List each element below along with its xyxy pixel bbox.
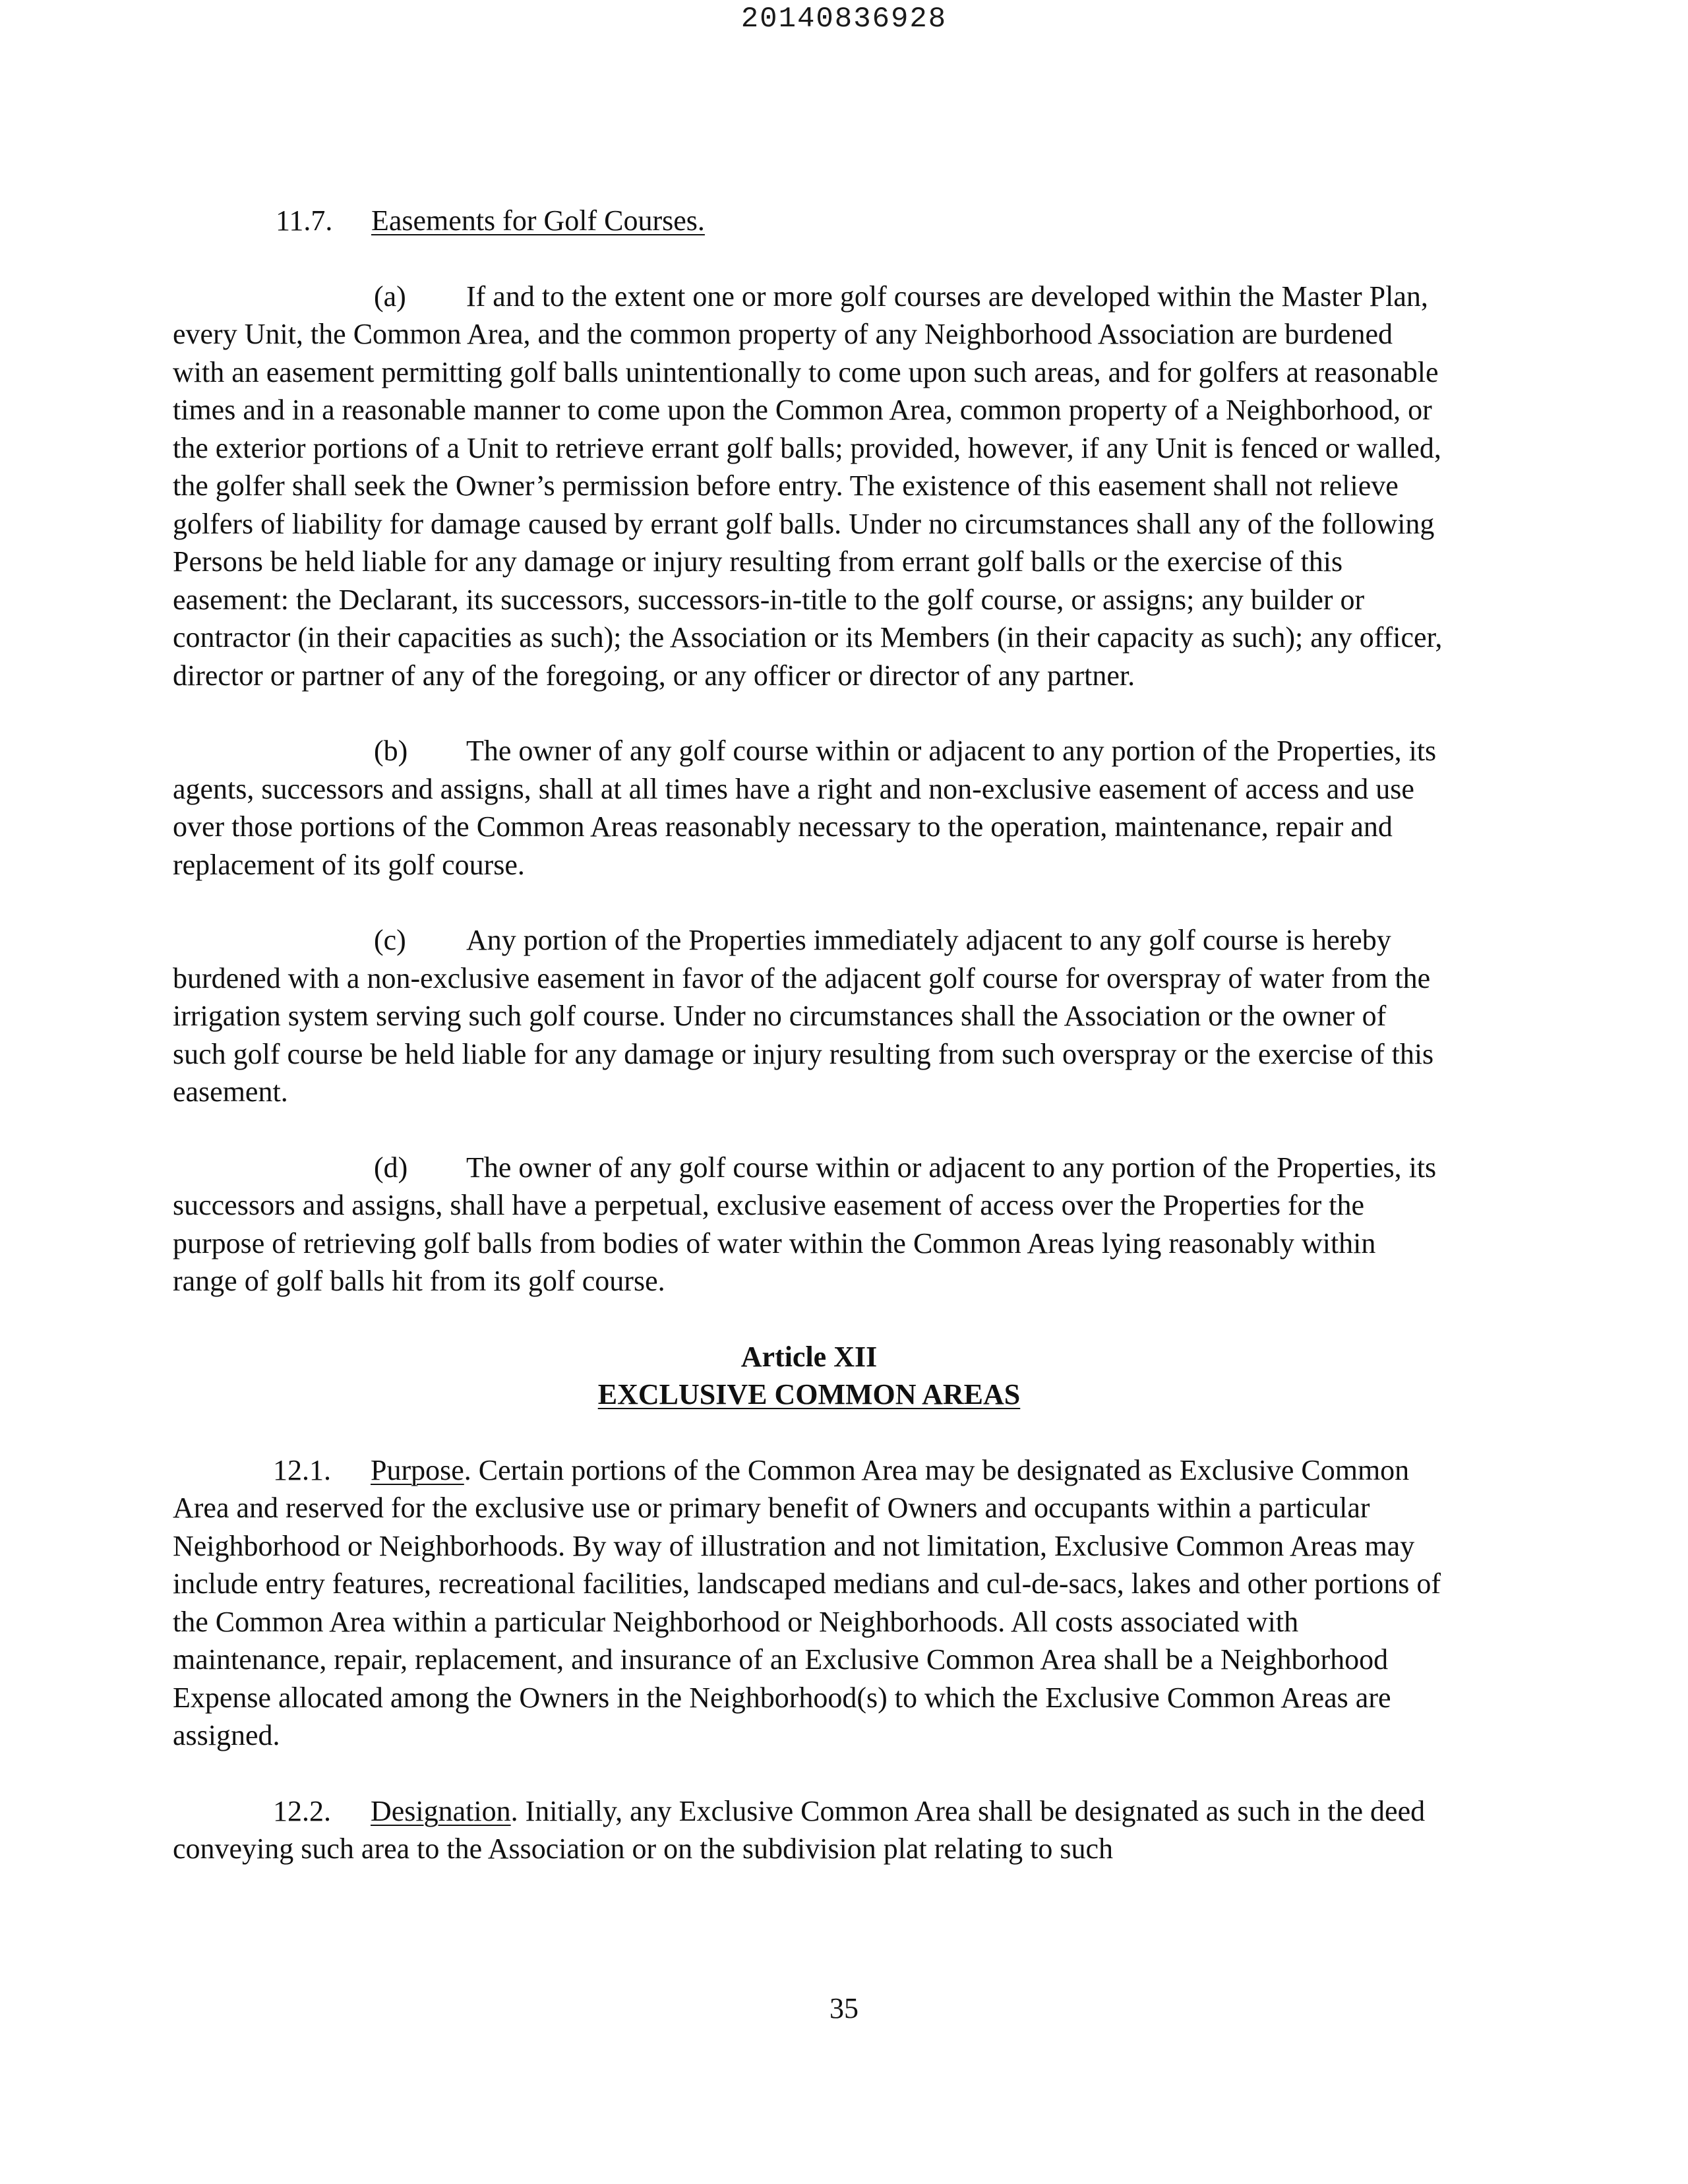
section-12-1-number: 12.1. [273, 1453, 331, 1486]
paragraph-b-text: The owner of any golf course within or adjacent to any portion of the Properties, its agents, successors and assigns, shall at all times have a right and non-exclusive easement of access and use over those portions of the Common Areas reasonably necessary to the operation, maintenance, repair and replacement of its golf course. [173, 735, 1437, 881]
document-number: 20140836928 [740, 3, 948, 36]
paragraph-a [173, 278, 1445, 695]
paragraph-d-text: The owner of any golf course within or adjacent to any portion of the Properties, its successors and assigns, shall have a perpetual, exclusive easement of access over the Properties for the purpose of retrieving golf balls from bodies of water within the Common Areas lying reasonably within range of golf balls hit from its golf course. [173, 1151, 1437, 1297]
section-12-1 [173, 1451, 1445, 1755]
article-number: Article XII [740, 1340, 878, 1373]
section-12-1-heading: Purpose [371, 1453, 464, 1486]
paragraph-d [173, 1149, 1445, 1300]
paragraph-c [173, 921, 1445, 1111]
section-12-2-heading: Designation [371, 1794, 511, 1827]
section-number: 11.7. [276, 204, 333, 237]
paragraph-b-label: (b) [374, 735, 408, 767]
article-heading [173, 1338, 1445, 1414]
page-number: 35 [829, 1992, 859, 2024]
paragraph-d-label: (d) [374, 1151, 408, 1184]
section-11-7-heading [173, 202, 1445, 240]
document-body [173, 202, 1445, 1906]
article-title: EXCLUSIVE COMMON AREAS [597, 1378, 1021, 1410]
section-12-2 [173, 1792, 1445, 1868]
paragraph-c-text: Any portion of the Properties immediately adjacent to any golf course is hereby burdened with a non-exclusive easement in favor of the adjacent golf course for overspray of water from the irrigation system serving such golf course. Under no circumstances shall the Association or the owner of such golf course be held liable for any damage or injury resulting from such overspray or the exercise of this easement. [173, 924, 1434, 1108]
section-title: Easements for Golf Courses. [371, 204, 705, 237]
paragraph-b [173, 732, 1445, 884]
section-12-1-text: . Certain portions of the Common Area may be designated as Exclusive Common Area and reserved for the exclusive use or primary benefit of Owners and occupants within a particular Neighborhood or Neighborhoods. By way of illustration and not limitation, Exclusive Common Areas may include entry features, recreational facilities, landscaped medians and cul-de-sacs, lakes and other portions of the Common Area within a particular Neighborhood or Neighborhoods. All costs associated with maintenance, repair, replacement, and insurance of an Exclusive Common Area shall be a Neighborhood Expense allocated among the Owners in the Neighborhood(s) to which the Exclusive Common Areas are assigned. [173, 1453, 1441, 1751]
paragraph-a-text: If and to the extent one or more golf courses are developed within the Master Plan, every Unit, the Common Area, and the common property of any Neighborhood Association are burdened with an easement permitting golf balls unintentionally to come upon such areas, and for golfers at reasonable times and in a reasonable manner to come upon the Common Area, common property of a Neighborhood, or the exterior portions of a Unit to retrieve errant golf balls; provided, however, if any Unit is fenced or walled, the golfer shall seek the Owner’s permission before entry. The existence of this easement shall not relieve golfers of liability for damage caused by errant golf balls. Under no circumstances shall any of the following Persons be held liable for any damage or injury resulting from errant golf balls or the exercise of this easement: the Declarant, its successors, successors-in-title to the golf course, or assigns; any builder or contractor (in their capacities as such); the Association or its Members (in their capacity as such); any officer, director or partner of any of the foregoing, or any officer or director of any partner. [173, 280, 1443, 692]
section-12-2-number: 12.2. [273, 1794, 331, 1827]
paragraph-a-label: (a) [374, 280, 406, 313]
paragraph-c-label: (c) [374, 924, 406, 956]
section-12-2-text: . Initially, any Exclusive Common Area shall be designated as such in the deed conveying such area to the Association or on the subdivision plat relating to such [173, 1794, 1426, 1865]
